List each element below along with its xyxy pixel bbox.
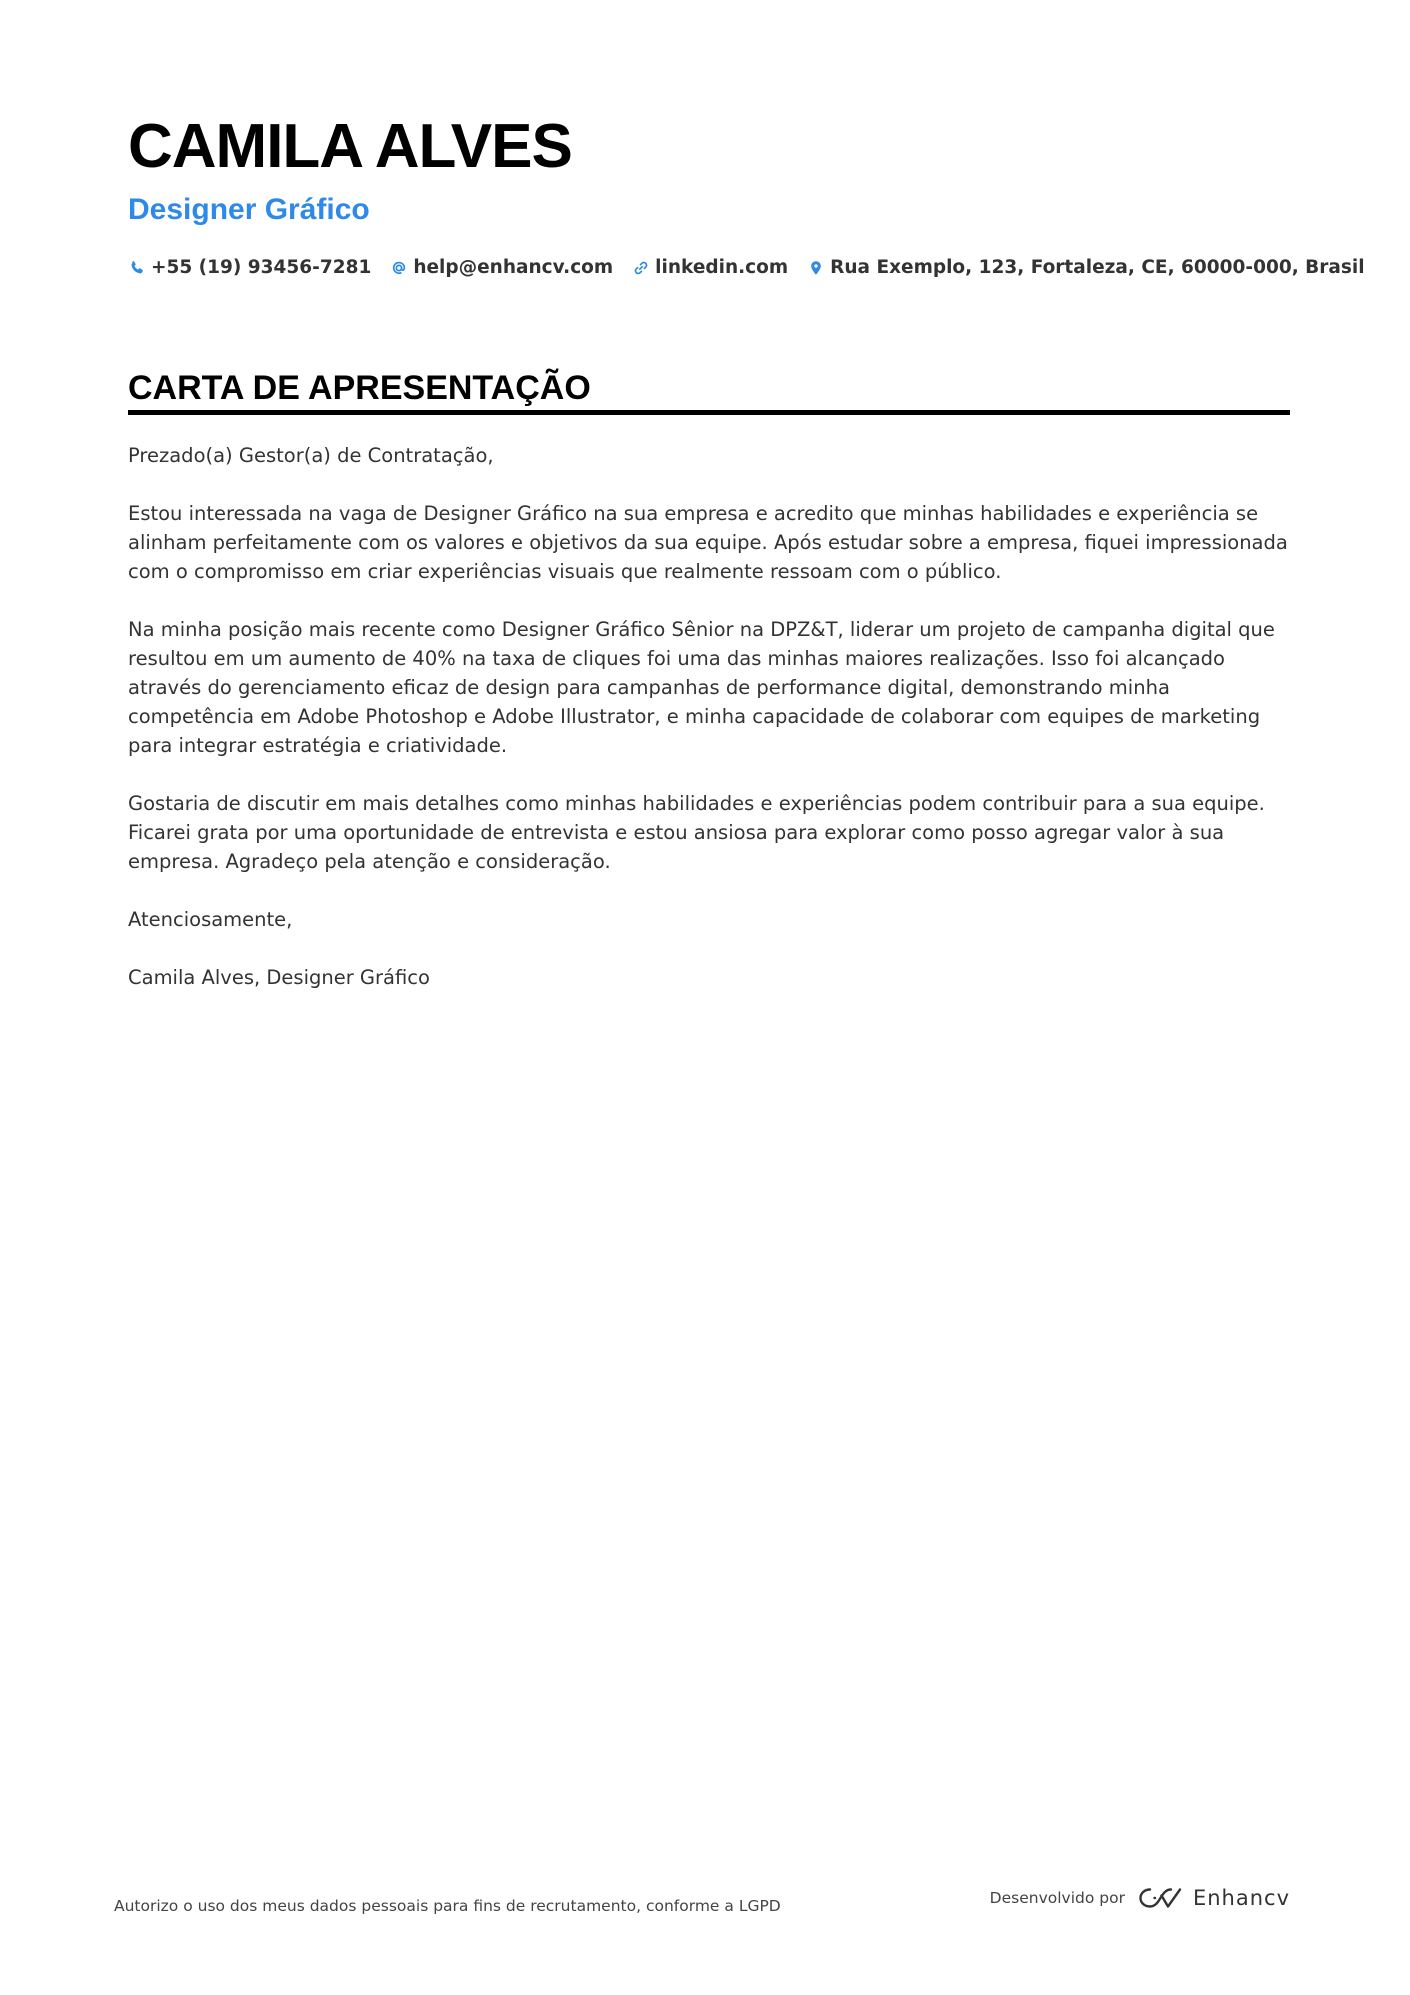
- section-divider: [128, 410, 1290, 415]
- footer-branding[interactable]: [990, 1885, 1290, 1911]
- footer-brand-name: Enhancv: [1192, 1886, 1290, 1910]
- letter-signature: Camila Alves, Designer Gráfico: [128, 966, 430, 989]
- contact-email-text[interactable]: help@enhancv.com: [413, 257, 614, 278]
- contact-email[interactable]: [390, 254, 613, 282]
- contact-linkedin-text[interactable]: linkedin.com: [655, 257, 789, 278]
- location-pin-icon: [807, 259, 825, 277]
- contact-address: [807, 254, 1364, 282]
- candidate-name: CAMILA ALVES: [128, 112, 572, 181]
- letter-paragraph-2: Na minha posição mais recente como Designer Gráfico Sênior na DPZ&T, liderar um projeto de campanha digital que resultou em um aumento de 40% na taxa de cliques foi uma das minhas maiores realizações. Isso foi alcançado através do gerenciamento eficaz de design para campanhas de performance digital, demonstrando minha competência em Adobe Photoshop e Adobe Illustrator, e minha capacidade de colaborar com equipes de marketing para integrar estratégia e criatividade.: [128, 618, 1275, 757]
- contact-phone: [128, 254, 371, 282]
- letter-paragraph-1: Estou interessada na vaga de Designer Gráfico na sua empresa e acredito que minhas habilidades e experiência se alinham perfeitamente com os valores e objetivos da sua equipe. Após estudar sobre a empresa, fiquei impressionada com o compromisso em criar experiências visuais que realmente ressoam com o público.: [128, 502, 1288, 583]
- at-icon: [390, 259, 408, 277]
- contact-linkedin[interactable]: [632, 254, 788, 282]
- contact-row: [128, 254, 1365, 282]
- section-title: CARTA DE APRESENTAÇÃO: [128, 369, 591, 407]
- letter-closing: Atenciosamente,: [128, 908, 293, 931]
- footer-powered-by: Desenvolvido por: [989, 1889, 1125, 1907]
- phone-icon: [128, 259, 146, 277]
- contact-phone-text: +55 (19) 93456-7281: [151, 257, 372, 278]
- link-icon: [632, 259, 650, 277]
- enhancv-logo-icon: [1137, 1885, 1185, 1911]
- letter-body: [128, 441, 1290, 1021]
- contact-address-text: Rua Exemplo, 123, Fortaleza, CE, 60000-000, Brasil: [830, 257, 1365, 278]
- footer-consent: Autorizo o uso dos meus dados pessoais para fins de recrutamento, conforme a LGPD: [114, 1897, 781, 1915]
- letter-greeting: Prezado(a) Gestor(a) de Contratação,: [128, 444, 494, 467]
- job-title: Designer Gráfico: [128, 193, 370, 226]
- letter-paragraph-3: Gostaria de discutir em mais detalhes como minhas habilidades e experiências podem contribuir para a sua equipe. Ficarei grata por uma oportunidade de entrevista e estou ansiosa para explorar como posso agregar valor à sua empresa. Agradeço pela atenção e consideração.: [128, 792, 1265, 873]
